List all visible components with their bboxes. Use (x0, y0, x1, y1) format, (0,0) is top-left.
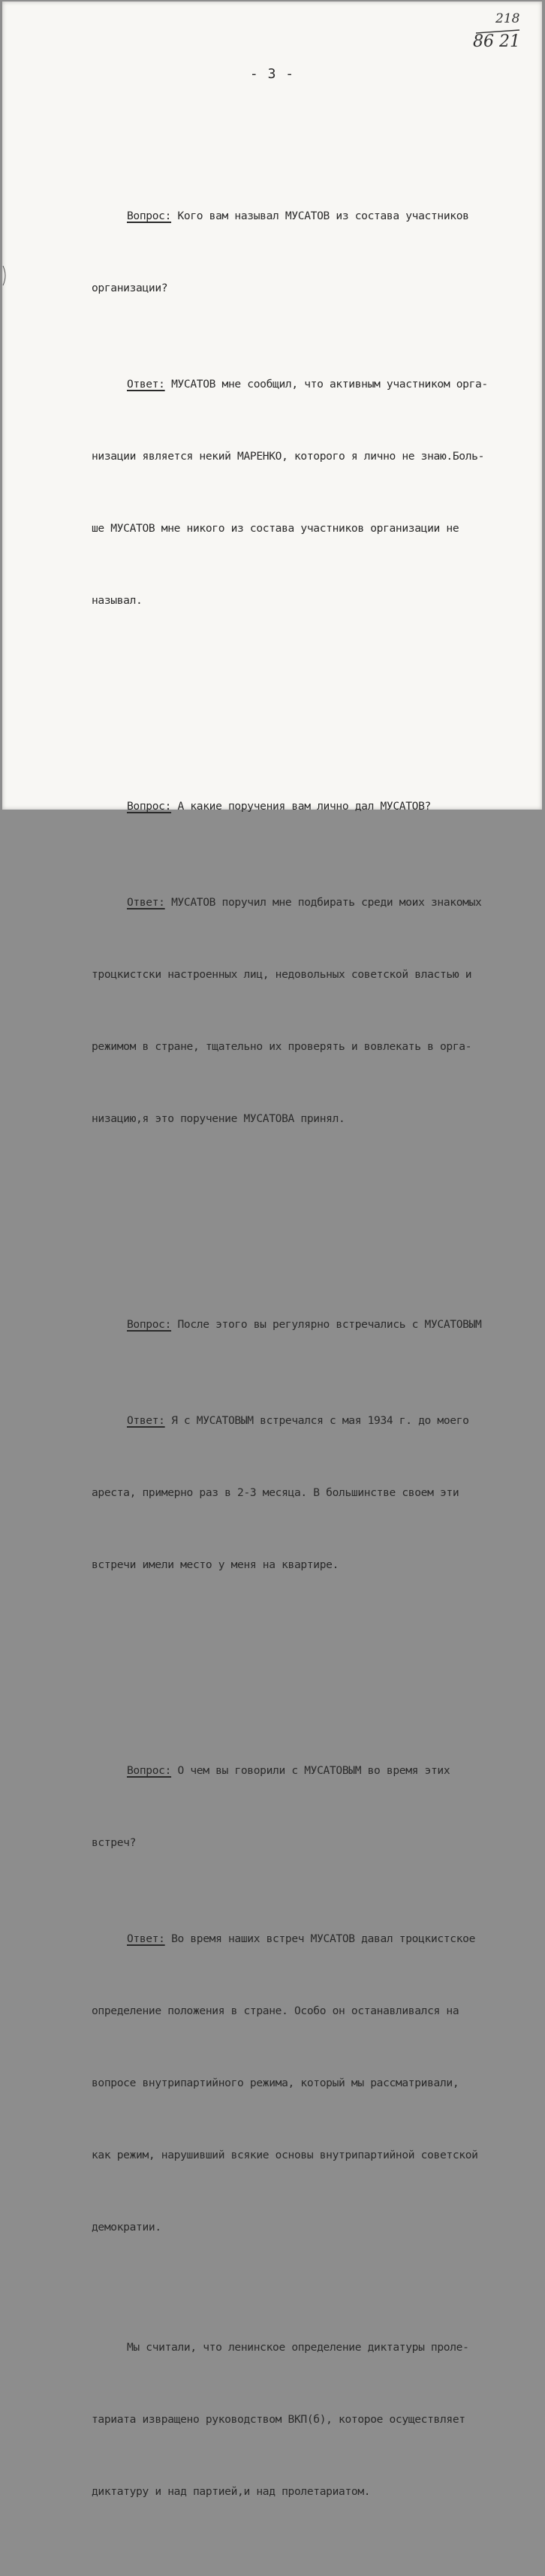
answer-label: Ответ: (127, 1932, 165, 1945)
page-number: - 3 - (249, 66, 295, 82)
text-line (92, 891, 534, 915)
text-line (92, 1313, 534, 1337)
question-text: О чем вы говорили с МУСАТОВЫМ во время этих (177, 1764, 450, 1777)
text-line (92, 1107, 534, 1131)
paragraph-gap (92, 1649, 534, 1663)
answer-text: ареста, примерно раз в 2-3 месяца. В большинстве своем эти (92, 1486, 459, 1499)
question-label: Вопрос: (127, 800, 172, 813)
answer-text: режимом в стране, тщательно их проверять и вовлекать в орга- (92, 1040, 472, 1053)
archive-mark-bottom: 86 21 (473, 32, 520, 51)
document-page (2, 2, 542, 2498)
interrogation-text (92, 108, 534, 2576)
question-text: Кого вам называл МУСАТОВ из состава участников (177, 210, 469, 222)
paragraph-gap (92, 1203, 534, 1217)
text-line (92, 2336, 534, 2360)
text-line (92, 1759, 534, 1783)
text-line (92, 2408, 534, 2432)
question-label: Вопрос: (127, 210, 172, 222)
answer-label: Ответ: (127, 1414, 165, 1427)
text-line (92, 2143, 534, 2167)
text-line (92, 2480, 534, 2504)
paragraph-text: диктатуру и над партией,и над пролетариатом. (92, 2485, 371, 2498)
text-line (92, 795, 534, 819)
answer-text: низацию,я это поручение МУСАТОВА принял. (92, 1112, 345, 1125)
answer-text: низации является некий МАРЕНКО, которого я лично не знаю.Боль- (92, 450, 485, 463)
answer-text: МУСАТОВ поручил мне подбирать среди моих знакомых (171, 896, 482, 909)
answer-label: Ответ: (127, 378, 165, 391)
text-line (92, 276, 534, 300)
answer-text: определение положения в стране. Особо он останавливался на (92, 2004, 459, 2017)
text-line (92, 1409, 534, 1433)
paragraph-text: тариата извращено руководством ВКП(б), которое осуществляет (92, 2413, 465, 2426)
text-line (92, 445, 534, 469)
archive-sheet-number (470, 8, 522, 53)
text-line (92, 373, 534, 397)
answer-text: МУСАТОВ мне сообщил, что активным участником орга- (171, 378, 488, 391)
answer-text: Во время наших встреч МУСАТОВ давал троцкистское (171, 1932, 475, 1945)
text-line (92, 1999, 534, 2023)
answer-text: демократии. (92, 2221, 161, 2234)
answer-text: как режим, нарушивший всякие основы внутрипартийной советской (92, 2149, 478, 2161)
paragraph-gap (92, 685, 534, 698)
answer-text: называл. (92, 594, 143, 607)
text-line (92, 1553, 534, 1577)
text-line (92, 589, 534, 613)
answer-label: Ответ: (127, 896, 165, 909)
handwritten-sheet-number-icon (470, 8, 522, 53)
answer-text: троцкистски настроенных лиц, недовольных советской властью и (92, 968, 472, 981)
text-line (92, 2216, 534, 2240)
archive-mark-top: 218 (495, 11, 520, 26)
text-line (92, 1831, 534, 1855)
answer-text: встречи имели место у меня на квартире. (92, 1558, 339, 1571)
margin-bracket-mark (2, 264, 8, 287)
text-line (92, 517, 534, 541)
answer-text: Я с МУСАТОВЫМ встречался с мая 1934 г. до моего (171, 1414, 469, 1427)
question-text: встреч? (92, 1836, 137, 1849)
question-label: Вопрос: (127, 1764, 172, 1777)
text-line (92, 204, 534, 228)
text-line (92, 2071, 534, 2095)
question-label: Вопрос: (127, 1318, 172, 1331)
question-text: После этого вы регулярно встречались с МУСАТОВЫМ (177, 1318, 482, 1331)
question-text: организации? (92, 282, 168, 294)
answer-text: ше МУСАТОВ мне никого из состава участников организации не (92, 522, 459, 535)
text-line (92, 1481, 534, 1505)
text-line (92, 1035, 534, 1059)
text-line (92, 963, 534, 987)
text-line (92, 1927, 534, 1951)
paragraph-text: Мы считали, что ленинское определение диктатуры проле- (127, 2341, 469, 2354)
answer-text: вопросе внутрипартийного режима, который мы рассматривали, (92, 2077, 459, 2089)
question-text: А какие поручения вам лично дал МУСАТОВ? (177, 800, 431, 813)
